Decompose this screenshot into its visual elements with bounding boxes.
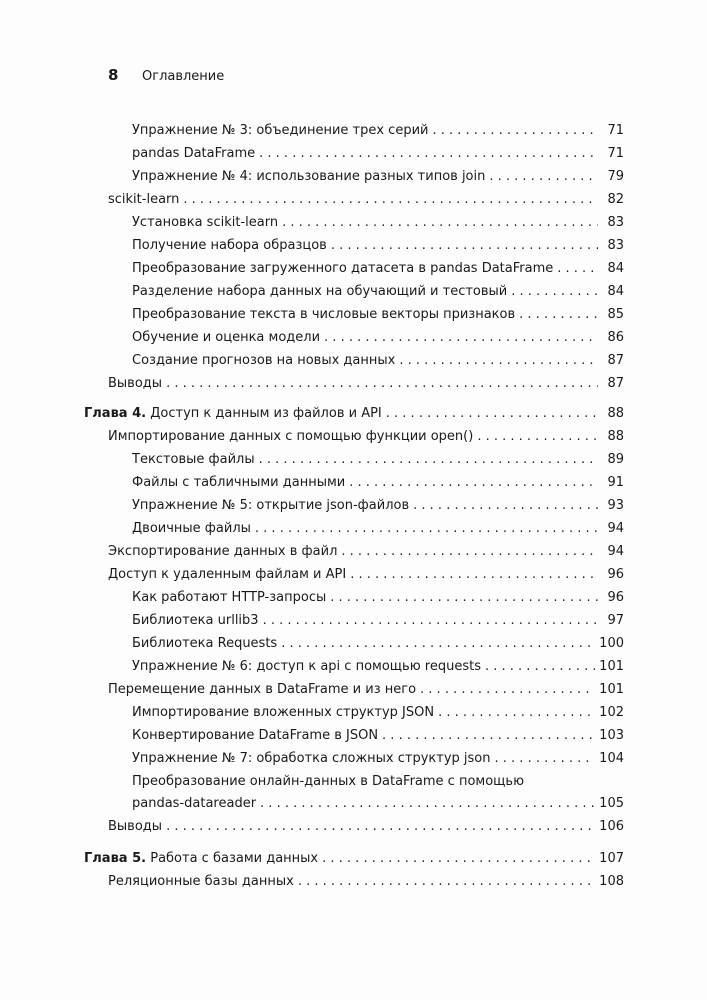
toc-entry[interactable]	[132, 610, 624, 632]
toc-entry-label: Импортирование вложенных структур JSON	[132, 705, 435, 720]
toc-entry-page: 100	[599, 636, 624, 651]
toc-entry-page: 108	[599, 874, 624, 889]
toc-entry-page: 84	[607, 261, 624, 276]
toc-chapter-entry[interactable]	[84, 848, 624, 870]
leader-dots	[282, 212, 598, 234]
leader-dots	[330, 587, 598, 609]
leader-dots	[259, 143, 598, 165]
toc-entry-multiline[interactable]	[132, 771, 624, 793]
toc-entry[interactable]	[108, 679, 624, 701]
leader-dots	[413, 495, 598, 517]
toc-entry-label: Файлы с табличными данными	[132, 475, 346, 490]
toc-entry-page: 87	[607, 353, 624, 368]
toc-entry-page: 91	[607, 475, 624, 490]
toc-entry-label: Библиотека urllib3	[132, 613, 259, 628]
toc-entry[interactable]	[132, 725, 624, 747]
toc-entry-label: Выводы	[108, 819, 163, 834]
toc-chapter-label	[84, 403, 382, 425]
toc-entry[interactable]	[132, 495, 624, 517]
running-head	[108, 66, 224, 84]
toc-entry-label: Упражнение № 7: обработка сложных структур json	[132, 751, 491, 766]
toc-entry-label: pandas-datareader	[132, 796, 257, 811]
toc-entry[interactable]	[132, 350, 624, 372]
toc-entry-label: Упражнение № 5: открытие json-файлов	[132, 498, 410, 513]
toc-entry-label: Перемещение данных в DataFrame и из него	[108, 682, 417, 697]
toc-entry[interactable]	[132, 212, 624, 234]
toc-entry[interactable]	[132, 120, 624, 142]
toc-entry[interactable]	[132, 656, 624, 678]
page-number: 8	[108, 66, 119, 84]
leader-dots	[477, 426, 598, 448]
toc-entry-label: pandas DataFrame	[132, 146, 256, 161]
toc-entry-page: 104	[599, 751, 624, 766]
toc-entry-page: 87	[607, 376, 624, 391]
toc-entry-page: 71	[607, 123, 624, 138]
toc-entry-page: 88	[607, 406, 624, 421]
toc-entry[interactable]	[108, 816, 624, 838]
toc-entry-label: Упражнение № 6: доступ к api с помощью requests	[132, 659, 481, 674]
chapter-title: Работа с базами данных	[150, 851, 319, 866]
leader-dots	[255, 518, 598, 540]
toc-entry[interactable]	[132, 793, 624, 815]
toc-entry-page: 96	[607, 567, 624, 582]
toc-entry-page: 79	[607, 169, 624, 184]
leader-dots	[349, 472, 598, 494]
toc-chapter-label	[84, 848, 318, 870]
toc-entry-page: 93	[607, 498, 624, 513]
leader-dots	[519, 304, 598, 326]
leader-dots	[166, 816, 595, 838]
toc-entry-page: 101	[599, 659, 624, 674]
toc-entry[interactable]	[108, 564, 624, 586]
toc-entry[interactable]	[132, 587, 624, 609]
toc-entry-label: Упражнение № 3: объединение трех серий	[132, 123, 429, 138]
toc-entry-page: 96	[607, 590, 624, 605]
leader-dots	[281, 633, 595, 655]
leader-dots	[259, 449, 598, 471]
toc-entry[interactable]	[108, 189, 624, 211]
toc-entry-page: 94	[607, 521, 624, 536]
toc-entry-page: 85	[607, 307, 624, 322]
leader-dots	[166, 373, 598, 395]
chapter-number: Глава 4.	[84, 406, 147, 421]
toc-entry-page: 106	[599, 819, 624, 834]
toc-entry[interactable]	[132, 166, 624, 188]
toc-entry[interactable]	[132, 304, 624, 326]
toc-entry-label: scikit-learn	[108, 192, 180, 207]
toc-entry[interactable]	[132, 449, 624, 471]
leader-dots	[324, 327, 598, 349]
toc-entry-page: 71	[607, 146, 624, 161]
toc-entry-label: Как работают HTTP-запросы	[132, 590, 327, 605]
toc-entry[interactable]	[108, 373, 624, 395]
leader-dots	[485, 656, 595, 678]
toc-entry[interactable]	[132, 472, 624, 494]
leader-dots	[557, 258, 598, 280]
leader-dots	[438, 702, 595, 724]
toc-entry-label: Преобразование текста в числовые векторы признаков	[132, 307, 516, 322]
leader-dots	[183, 189, 598, 211]
leader-dots	[382, 725, 595, 747]
toc-entry-label: Разделение набора данных на обучающий и тестовый	[132, 284, 508, 299]
toc-entry-label: Импортирование данных с помощью функции open()	[108, 429, 474, 444]
toc-entry[interactable]	[132, 518, 624, 540]
toc-entry-label: Конвертирование DataFrame в JSON	[132, 728, 379, 743]
toc-entry-label: Обучение и оценка модели	[132, 330, 321, 345]
leader-dots	[386, 403, 598, 425]
toc-entry-page: 82	[607, 192, 624, 207]
toc-entry-label: Преобразование загруженного датасета в pandas DataFrame	[132, 261, 554, 276]
toc-entry-page: 83	[607, 215, 624, 230]
toc-entry[interactable]	[132, 258, 624, 280]
toc-entry-label: Экспортирование данных в файл	[108, 544, 338, 559]
toc-entry-page: 97	[607, 613, 624, 628]
toc-entry-label: Создание прогнозов на новых данных	[132, 353, 396, 368]
running-head-title: Оглавление	[142, 69, 225, 84]
toc-entry-label: Упражнение № 4: использование разных типов join	[132, 169, 486, 184]
leader-dots	[511, 281, 598, 303]
toc-entry-label: Получение набора образцов	[132, 238, 327, 253]
toc-entry-label: Доступ к удаленным файлам и API	[108, 567, 347, 582]
toc-entry-page: 86	[607, 330, 624, 345]
toc-entry[interactable]	[132, 748, 624, 770]
toc-entry[interactable]	[132, 327, 624, 349]
toc-entry-page: 103	[599, 728, 624, 743]
toc-entry[interactable]	[132, 633, 624, 655]
leader-dots	[298, 871, 595, 893]
toc-entry-page: 105	[599, 796, 624, 811]
toc-entry[interactable]	[132, 281, 624, 303]
toc-entry-label: Двоичные файлы	[132, 521, 251, 536]
toc-entry[interactable]	[132, 702, 624, 724]
leader-dots	[331, 235, 598, 257]
toc-entry-label: Текстовые файлы	[132, 452, 255, 467]
toc-entry-label: Выводы	[108, 376, 163, 391]
toc-chapter-entry[interactable]	[84, 403, 624, 425]
leader-dots	[322, 848, 595, 870]
toc-entry-label: Реляционные базы данных	[108, 874, 294, 889]
toc-entry[interactable]	[108, 426, 624, 448]
toc-entry[interactable]	[132, 235, 624, 257]
leader-dots	[399, 350, 598, 372]
toc-entry[interactable]	[132, 143, 624, 165]
chapter-number: Глава 5.	[84, 851, 147, 866]
toc-entry-page: 88	[607, 429, 624, 444]
toc-entry-label: Установка scikit-learn	[132, 215, 279, 230]
toc-entry-page: 101	[599, 682, 624, 697]
leader-dots	[263, 610, 598, 632]
toc-entry-page: 94	[607, 544, 624, 559]
leader-dots	[495, 748, 596, 770]
toc-entry-page: 84	[607, 284, 624, 299]
leader-dots	[260, 793, 595, 815]
toc-entry-label: Библиотека Requests	[132, 636, 278, 651]
toc-entry-label-line1: Преобразование онлайн-данных в DataFrame с помощью	[132, 774, 525, 789]
leader-dots	[432, 120, 598, 142]
leader-dots	[420, 679, 595, 701]
toc-entry-page: 83	[607, 238, 624, 253]
leader-dots	[489, 166, 598, 188]
leader-dots	[350, 564, 598, 586]
toc-entry-page: 89	[607, 452, 624, 467]
toc-entry[interactable]	[108, 871, 624, 893]
toc-entry[interactable]	[108, 541, 624, 563]
toc-entry-page: 102	[599, 705, 624, 720]
toc-entry-page: 107	[599, 851, 624, 866]
chapter-title: Доступ к данным из файлов и API	[150, 406, 382, 421]
leader-dots	[341, 541, 598, 563]
